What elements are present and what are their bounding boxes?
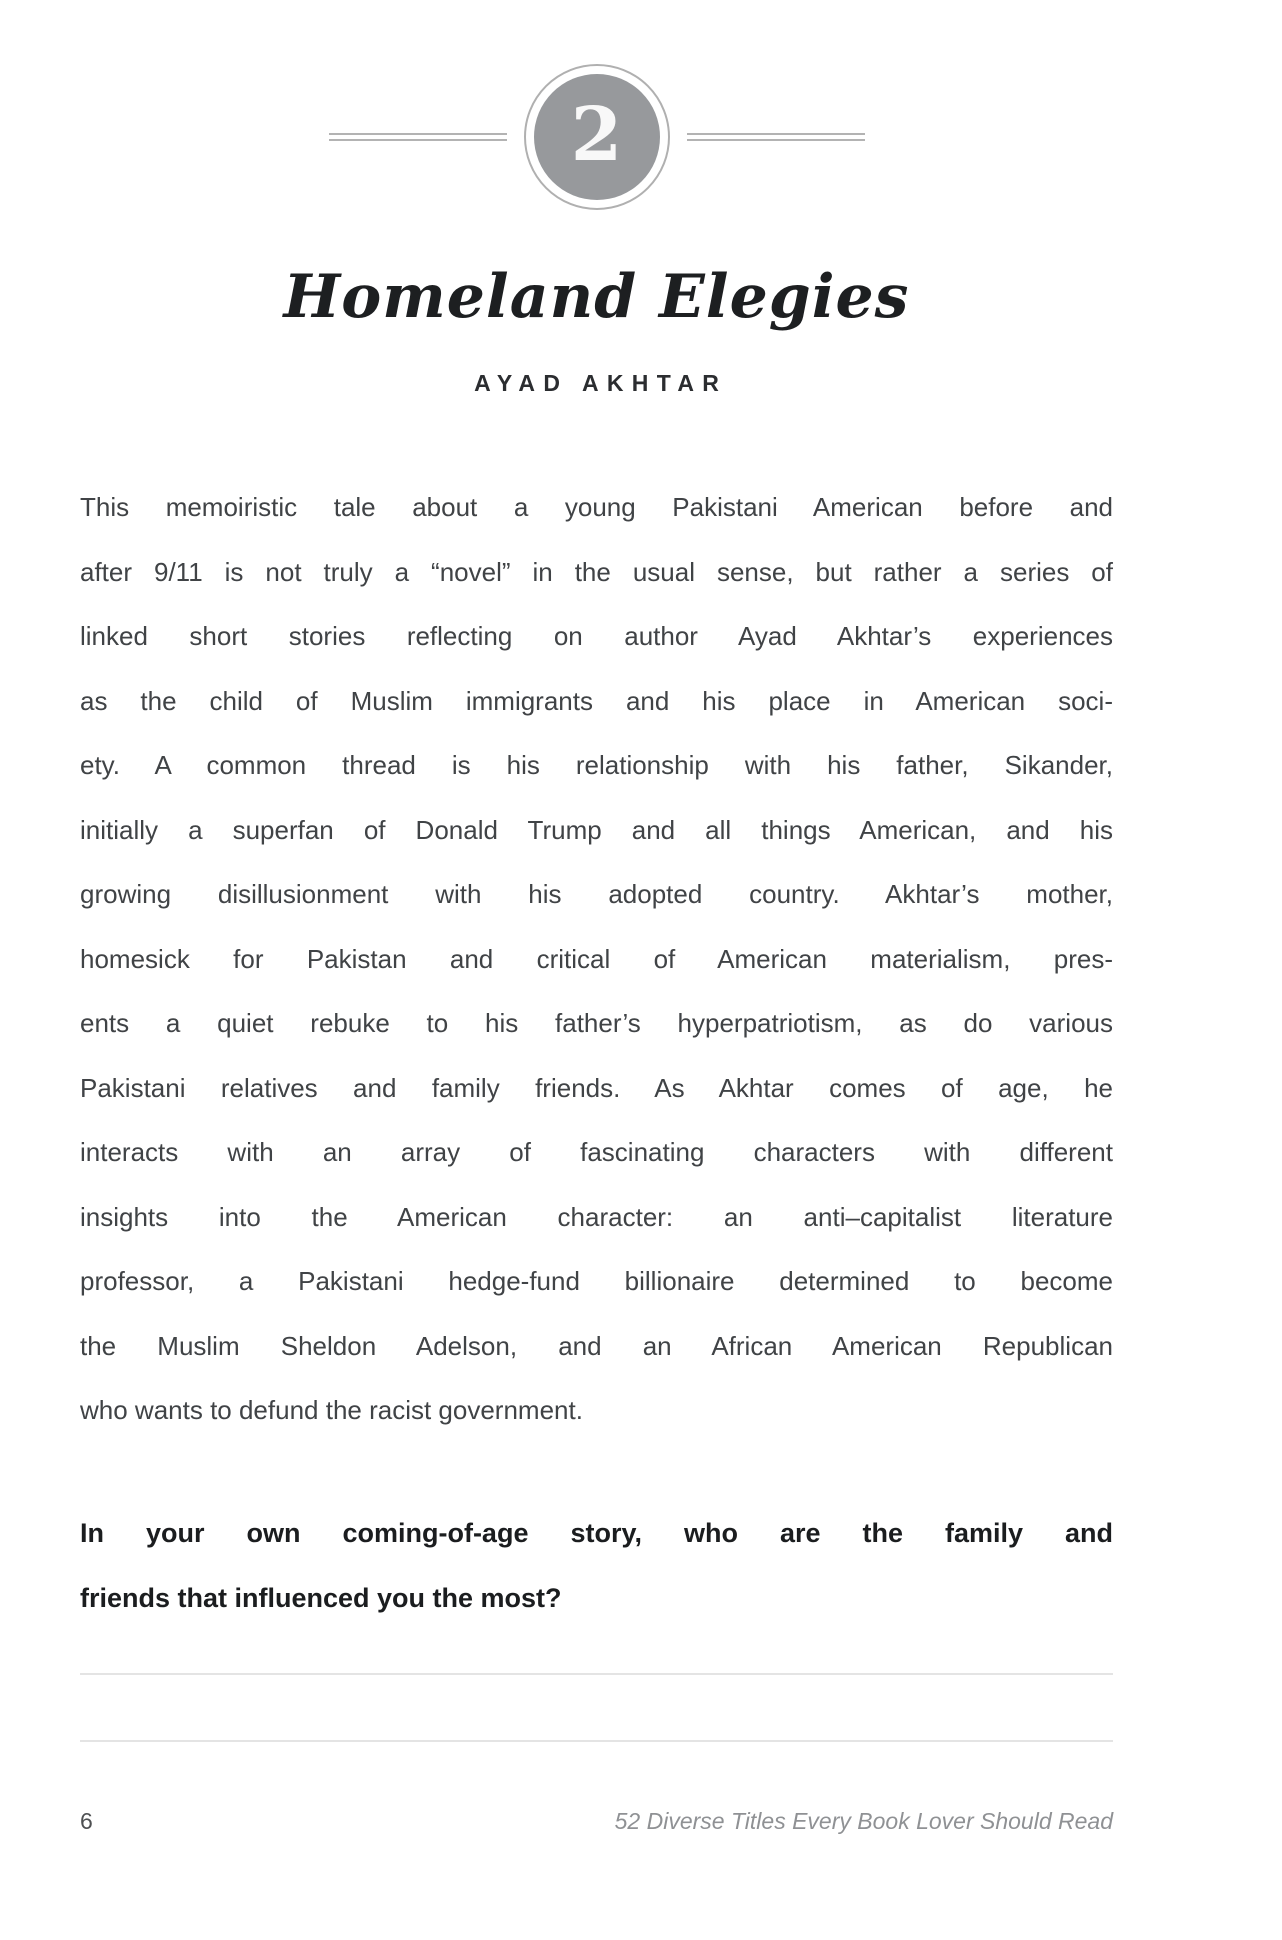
summary-line: professor, a Pakistani hedge-fund billionaire determined to become [80, 1266, 1113, 1296]
ornament-line-right [687, 133, 865, 141]
chapter-number: 2 [570, 92, 623, 178]
summary-line: homesick for Pakistan and critical of American materialism, pres- [80, 943, 1113, 974]
question-line: In your own coming-of-age story, who are the family and [80, 1518, 1113, 1548]
chapter-number-disc [534, 74, 660, 200]
chapter-ornament [80, 62, 1113, 212]
ornament-line-left [329, 133, 507, 141]
summary-line: who wants to defund the racist government. [80, 1395, 583, 1425]
answer-line-2 [80, 1740, 1113, 1742]
discussion-question [80, 1501, 1113, 1631]
summary-line: as the child of Muslim immigrants and his place in American soci- [80, 685, 1113, 716]
question-line: friends that influenced you the most? [80, 1583, 562, 1613]
answer-line-1 [80, 1673, 1113, 1675]
summary-line: Pakistani relatives and family friends. As Akhtar comes of age, he [80, 1072, 1113, 1103]
book-summary [80, 475, 1113, 1443]
summary-line: insights into the American character: an anti–capitalist literature [80, 1201, 1113, 1232]
page-number: 6 [80, 1808, 93, 1834]
summary-line: growing disillusionment with his adopted country. Akhtar’s mother, [80, 879, 1113, 909]
summary-line: linked short stories reflecting on author Ayad Akhtar’s experiences [80, 621, 1113, 651]
summary-line: after 9/11 is not truly a “novel” in the usual sense, but rather a series of [80, 556, 1113, 587]
summary-line: ety. A common thread is his relationship with his father, Sikander, [80, 750, 1113, 780]
book-title: Homeland Elegies [283, 262, 910, 332]
running-footer-title: 52 Diverse Titles Every Book Lover Should Read [614, 1808, 1113, 1834]
summary-line: ents a quiet rebuke to his father’s hyperpatriotism, as do various [80, 1008, 1113, 1038]
summary-line: the Muslim Sheldon Adelson, and an African American Republican [80, 1330, 1113, 1361]
page-footer [80, 1806, 1113, 1836]
summary-line: initially a superfan of Donald Trump and all things American, and his [80, 814, 1113, 845]
chapter-number-badge [524, 64, 670, 210]
book-author: AYAD AKHTAR [474, 370, 728, 396]
summary-line: interacts with an array of fascinating characters with different [80, 1137, 1113, 1167]
summary-line: This memoiristic tale about a young Pakistani American before and [80, 492, 1113, 522]
